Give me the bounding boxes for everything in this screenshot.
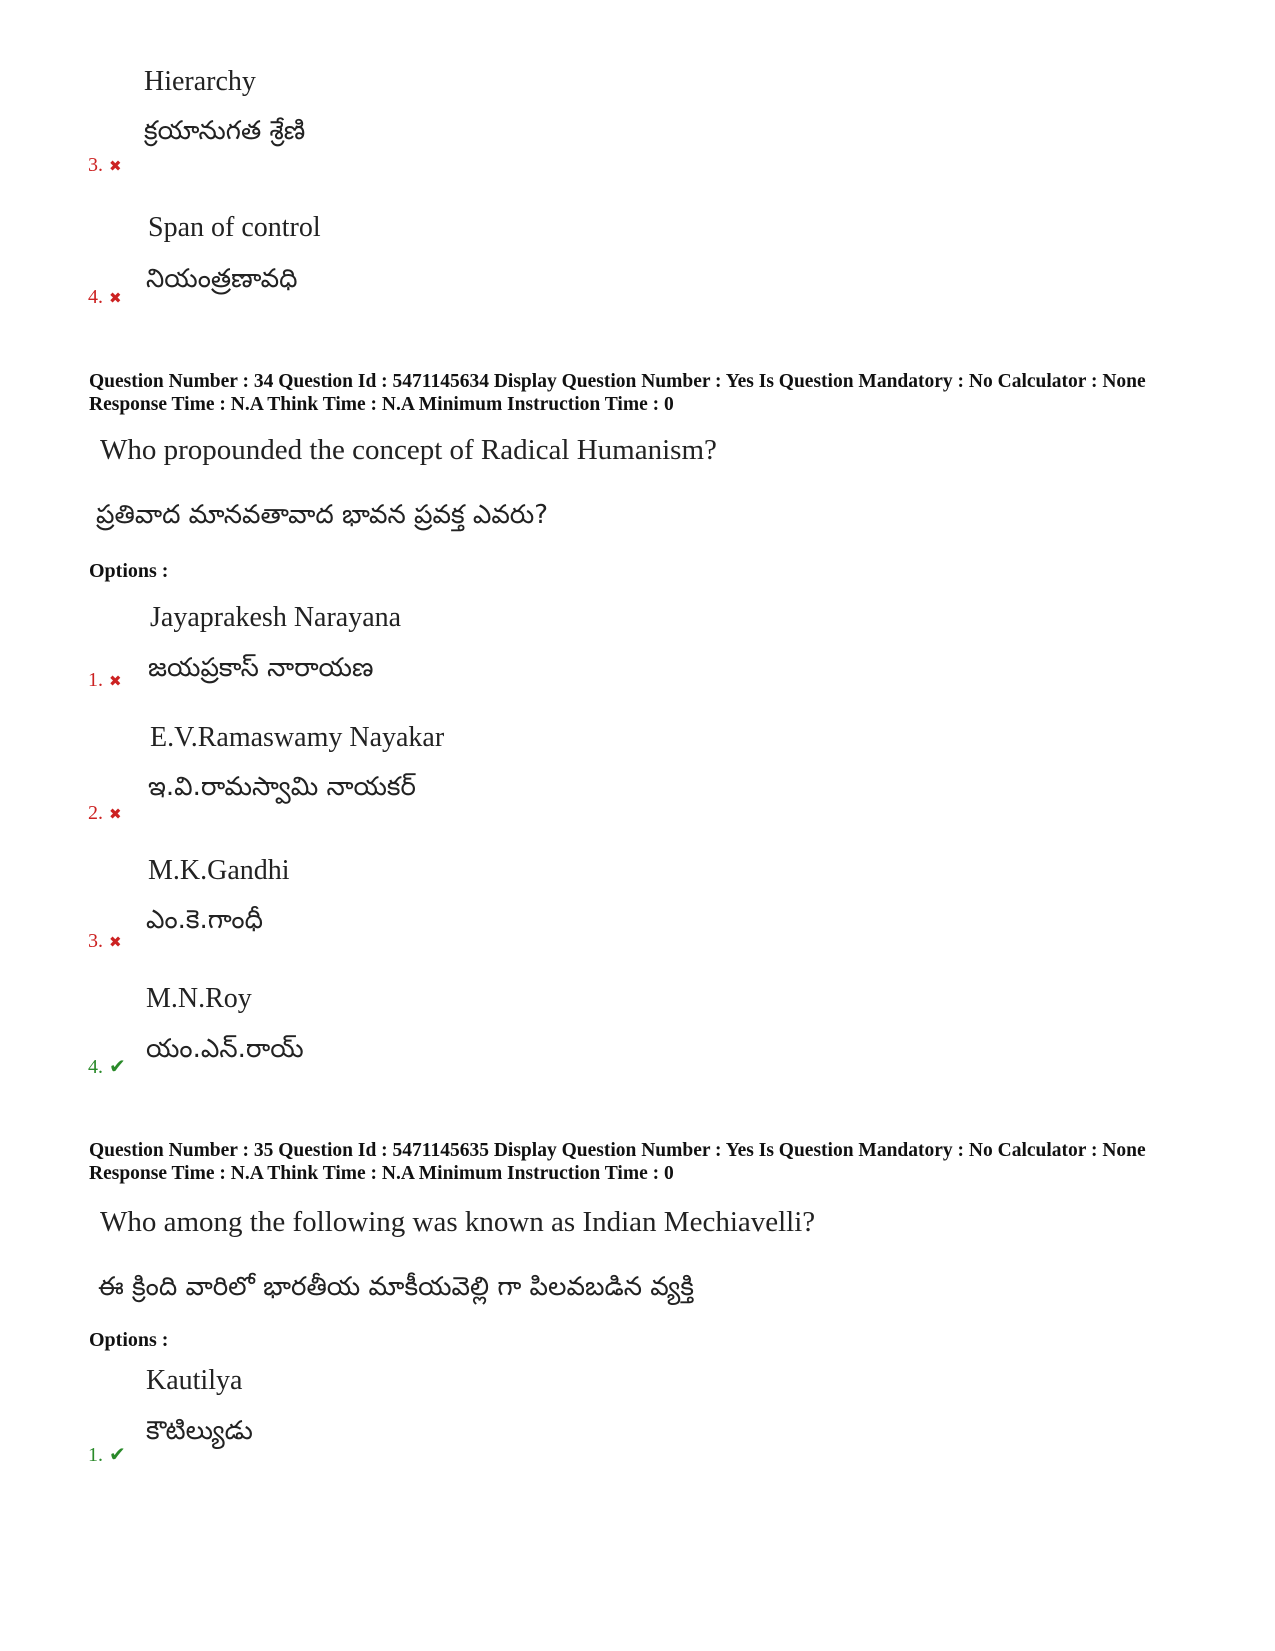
question-text-te: ప్రతివాద మానవతావాద భావన ప్రవక్త ఎవరు? [96, 500, 549, 530]
option-number: 1. ✔ [88, 1444, 126, 1466]
option-text-en: M.N.Roy [146, 983, 252, 1014]
option-number: 2. ✖ [88, 802, 122, 824]
cross-icon: ✖ [109, 935, 122, 951]
question-meta: Question Number : 34 Question Id : 5471145634 Display Question Number : Yes Is Question Mandatory : No Calculator : None Response Time : N.A Think Time : N.A Minimum Instruction Time : 0 [89, 371, 1146, 415]
option-text-te: నియంత్రణావధి [146, 264, 298, 294]
cross-icon: ✖ [109, 159, 122, 175]
option-text-te: ఎం.కె.గాంధీ [146, 905, 263, 935]
option-number: 3. ✖ [88, 930, 122, 952]
option-text-te: యం.ఎన్.రాయ్ [146, 1034, 304, 1064]
option-number: 4. ✖ [88, 286, 122, 308]
options-label: Options : [89, 560, 169, 582]
cross-icon: ✖ [109, 807, 122, 823]
check-icon: ✔ [109, 1444, 126, 1466]
option-text-en: M.K.Gandhi [148, 855, 290, 886]
option-text-en: Jayaprakesh Narayana [150, 602, 402, 633]
option-text-en: Span of control [148, 212, 321, 243]
check-icon: ✔ [109, 1056, 126, 1078]
option-text-te: జయప్రకాస్ నారాయణ [148, 653, 374, 683]
question-meta: Question Number : 35 Question Id : 5471145635 Display Question Number : Yes Is Question Mandatory : No Calculator : None Response Time : N.A Think Time : N.A Minimum Instruction Time : 0 [89, 1140, 1146, 1184]
cross-icon: ✖ [109, 674, 122, 690]
option-text-te: కౌటిల్యుడు [146, 1416, 253, 1446]
question-text-en: Who among the following was known as Indian Mechiavelli? [100, 1206, 816, 1238]
option-text-en: Hierarchy [144, 66, 256, 97]
option-text-en: Kautilya [146, 1365, 243, 1396]
option-text-en: E.V.Ramaswamy Nayakar [150, 722, 445, 753]
options-label: Options : [89, 1329, 169, 1351]
option-text-te: ఇ.వి.రామస్వామి నాయకర్ [148, 772, 416, 802]
option-number: 3. ✖ [88, 154, 122, 176]
question-text-en: Who propounded the concept of Radical Humanism? [100, 434, 717, 466]
question-text-te: ఈ క్రింది వారిలో భారతీయ మాకీయవెల్లి గా పిలవబడిన వ్యక్తి [98, 1272, 694, 1302]
cross-icon: ✖ [109, 291, 122, 307]
option-number: 4. ✔ [88, 1056, 126, 1078]
option-text-te: క్రయానుగత శ్రేణి [144, 116, 306, 146]
option-number: 1. ✖ [88, 669, 122, 691]
